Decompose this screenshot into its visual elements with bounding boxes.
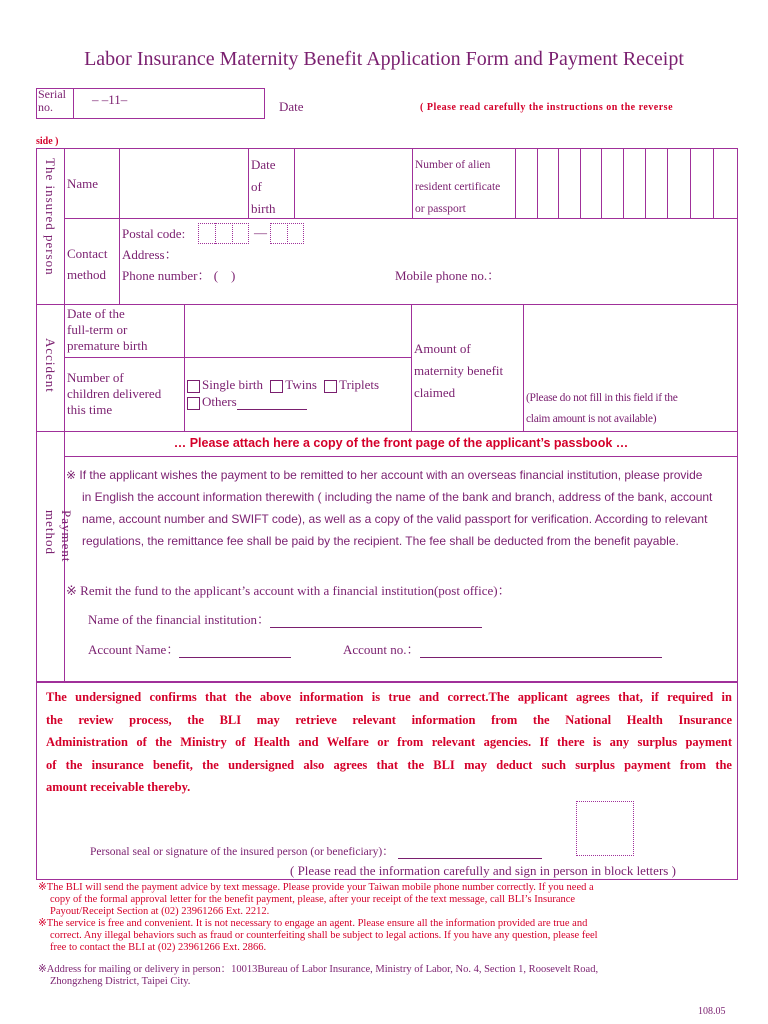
name-label: Name: [67, 176, 99, 191]
footnote-sms: ※The BLI will send the payment advice by text message. Please provide your Taiwan mobile phone number correctly. If you need a: [38, 882, 594, 893]
instructions-note-cont: side ): [36, 136, 59, 147]
others-option: Others: [187, 394, 307, 410]
name-field[interactable]: [121, 150, 247, 216]
form-version: 108.05: [698, 1006, 726, 1017]
account-no-row: Account no.：: [343, 642, 662, 658]
contact-method-label: Contact method: [67, 246, 108, 282]
serial-value[interactable]: – –11–: [92, 92, 128, 107]
amount-claimed-label: Amount of maternity benefit claimed: [414, 341, 504, 400]
postal-code-label: Postal code:: [122, 226, 186, 241]
birth-count-options: Single birth Twins Triplets: [187, 377, 379, 393]
form-title: Labor Insurance Maternity Benefit Application Form and Payment Receipt: [84, 48, 684, 70]
seal-row: Personal seal or signature of the insured person (or beneficiary)：: [90, 843, 542, 859]
footnotes: ※The BLI will send the payment advice by text message. Please provide your Taiwan mobile phone number correctly. If you need a copy of the formal approval letter for the benefit payment, please, after your receipt of the text message, call BLI’s Insurance Payout/Receipt Section at (02) 23961266 Ext. 2212. ※The service is free and convenient. It is not necessary to engage an agent. Please ensure all the information provided are true and correct. Any illegal behaviors such as fraud or counterfeiting shall be subject to legal actions. If you have any question, please feel free to contact the BLI at (02) 23961266 Ext. 2866.: [38, 882, 734, 954]
mobile-label: Mobile phone no.：: [395, 268, 501, 283]
remit-label: ※ Remit the fund to the applicant’s account with a financial institution(post office)：: [66, 583, 511, 598]
phone-label: Phone number： ( ): [122, 268, 236, 283]
footnote-free-service: ※The service is free and convenient. It is not necessary to engage an agent. Please ensure all the information provided are true and: [38, 918, 588, 929]
postal-code-field-1[interactable]: [198, 223, 249, 244]
payment-section-label: Payment method: [43, 510, 74, 563]
institution-row: Name of the financial institution：: [88, 612, 482, 628]
declaration-text: The undersigned confirms that the above information is true and correct.The applicant agrees that, if required in the review process, the BLI may retrieve relevant information from the National Health Insurance Administration of the Ministry of Health and Welfare or from relevant agencies. If there is any surplus payment of the insurance benefit, the undersigned also agrees that the BLI may deduct such surplus payment from the amount receivable thereby.: [46, 690, 732, 794]
instructions-note: ( Please read carefully the instructions on the reverse: [420, 102, 674, 113]
footnote-address: ※Address for mailing or delivery in person：10013Bureau of Labor Insurance, Ministry of Labor, No. 4, Section 1, Roosevelt Road, Zhongzheng District, Taipei City.: [38, 964, 599, 987]
account-name-row: Account Name：: [88, 642, 291, 658]
triplets-checkbox[interactable]: [324, 380, 337, 393]
account-name-field[interactable]: [179, 645, 291, 658]
account-no-field[interactable]: [420, 645, 662, 658]
institution-name-field[interactable]: [270, 615, 482, 628]
twins-checkbox[interactable]: [270, 380, 283, 393]
date-label: Date: [279, 99, 304, 114]
others-field[interactable]: [237, 397, 307, 410]
accident-section-label: Accident: [43, 338, 58, 393]
dob-label: Date of birth: [251, 157, 276, 216]
single-birth-checkbox[interactable]: [187, 380, 200, 393]
overseas-instructions: ※ If the applicant wishes the payment to be remitted to her account with an overseas financial institution, please provide in English the account information therewith ( including the name of the bank and branch, address of the bank, account name, account number and SWIFT code), as well as a copy of the valid passport for verification. According to relevant regulations, the remittance fee shall be paid by the recipient. The fee shall be deducted from the benefit payable.: [66, 468, 713, 548]
birth-date-label: Date of the full-term or premature birth: [67, 306, 148, 353]
amount-note: (Please do not fill in this field if the claim amount is not available): [526, 392, 678, 425]
dob-field[interactable]: [296, 150, 411, 216]
birth-date-field[interactable]: [186, 306, 410, 356]
children-delivered-label: Number of children delivered this time: [67, 370, 162, 417]
amount-claimed-field[interactable]: [525, 306, 736, 386]
alien-number-label: Number of alien resident certificate or passport: [415, 159, 501, 215]
insured-section-label: The insured person: [43, 158, 58, 276]
others-checkbox[interactable]: [187, 397, 200, 410]
seal-box[interactable]: [576, 801, 634, 856]
serial-label: Serial no.: [38, 87, 66, 114]
block-letters-note: ( Please read the information carefully and sign in person in block letters ): [290, 863, 676, 878]
address-label: Address：: [122, 247, 178, 262]
signature-field[interactable]: [398, 846, 542, 859]
passbook-attach-note: … Please attach here a copy of the front page of the applicant’s passbook …: [173, 436, 629, 450]
